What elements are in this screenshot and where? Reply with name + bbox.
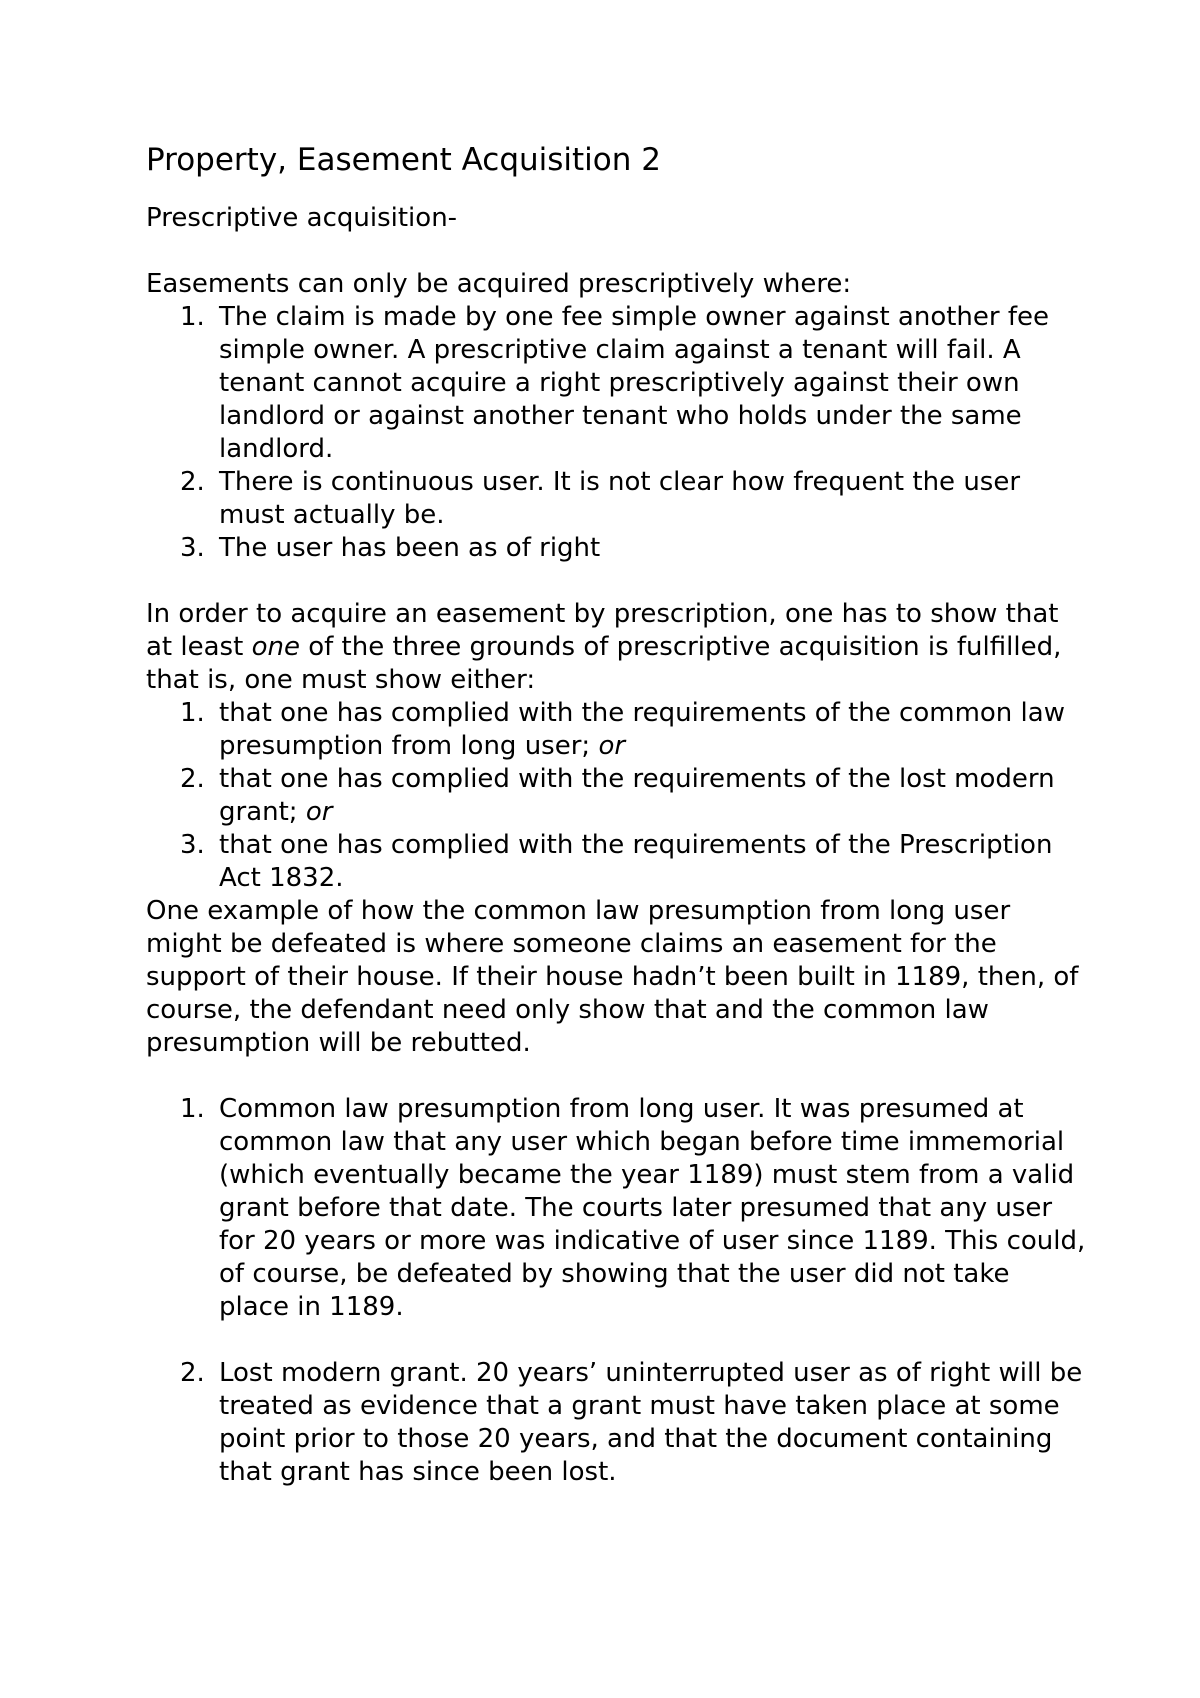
list-item-text: The claim is made by one fee simple owner against another fee simple owner. A prescriptive claim against a tenant will fail. A tenant cannot acquire a right prescriptively against their own landlord or against another tenant who holds under the same landlord.	[219, 302, 1050, 464]
list-number: 3.	[180, 830, 205, 860]
list-item-text: that one has complied with the requirements of the lost modern grant;	[219, 764, 1055, 827]
list-number: 1.	[180, 1094, 205, 1124]
spacer	[146, 1060, 1086, 1093]
list-item-text: There is continuous user. It is not clear how frequent the user must actually be.	[219, 467, 1021, 530]
list-number: 1.	[180, 302, 205, 332]
grounds-intro-paragraph	[146, 598, 1086, 697]
list-number: 3.	[180, 533, 205, 563]
conditions-list	[146, 301, 1086, 565]
list-item-text: Common law presumption from long user. It was presumed at common law that any user which began before time immemorial (which eventually became the year 1189) must stem from a valid grant before that date. The courts later presumed that any user for 20 years or more was indicative of user since 1189. This could, of course, be defeated by showing that the user did not take place in 1189.	[219, 1094, 1086, 1322]
list-number: 2.	[180, 1358, 205, 1388]
list-item	[146, 532, 1086, 565]
list-number: 2.	[180, 467, 205, 497]
spacer	[146, 565, 1086, 598]
grounds-intro-emphasis: one	[251, 632, 300, 662]
grounds-intro-after: of the three grounds of prescriptive acquisition is fulfilled, that is, one must show either:	[146, 632, 1062, 695]
list-number: 2.	[180, 764, 205, 794]
list-item	[146, 466, 1086, 532]
list-item-emphasis: or	[598, 731, 626, 761]
intro-paragraph: Easements can only be acquired prescriptively where:	[146, 269, 852, 299]
list-item-text: that one has complied with the requirements of the common law presumption from long user;	[219, 698, 1065, 761]
spacer	[146, 235, 1086, 268]
list-item	[146, 1357, 1086, 1489]
list-item	[146, 829, 1086, 895]
grounds-intro-before: In order to acquire an easement by prescription, one has to show that at least	[146, 599, 1059, 662]
list-item-text: Lost modern grant. 20 years’ uninterrupted user as of right will be treated as evidence that a grant must have taken place at some point prior to those 20 years, and that the document containing that grant has since been lost.	[219, 1358, 1083, 1487]
list-number: 1.	[180, 698, 205, 728]
list-item-text: that one has complied with the requirements of the Prescription Act 1832.	[219, 830, 1053, 893]
explanations-list	[146, 1093, 1086, 1489]
grounds-list	[146, 697, 1086, 895]
list-item	[146, 1093, 1086, 1324]
document-body	[146, 140, 1086, 1489]
list-item	[146, 301, 1086, 466]
document-title: Property, Easement Acquisition 2	[146, 142, 661, 178]
list-item-emphasis: or	[305, 797, 333, 827]
list-item	[146, 763, 1086, 829]
list-item-text: The user has been as of right	[219, 533, 601, 563]
example-paragraph: One example of how the common law presumption from long user might be defeated is where someone claims an easement for the support of their house. If their house hadn’t been built in 1189, then, of course, the defendant need only show that and the common law presumption will be rebutted.	[146, 896, 1079, 1058]
section-heading: Prescriptive acquisition-	[146, 203, 458, 233]
list-item	[146, 697, 1086, 763]
